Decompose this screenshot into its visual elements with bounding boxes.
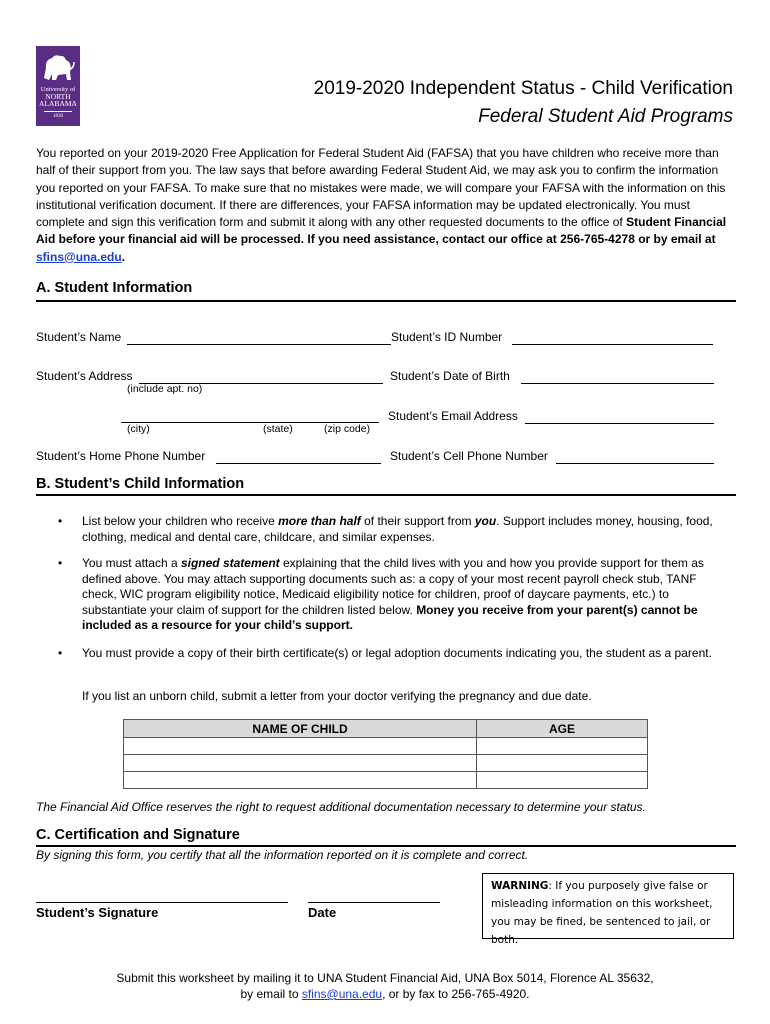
section-c-rule [36, 845, 736, 847]
child-age-cell[interactable] [477, 738, 648, 755]
footer-line1: Submit this worksheet by mailing it to UNA Student Financial Aid, UNA Box 5014, Florence AL 35632, [116, 971, 654, 985]
child-name-cell[interactable] [124, 755, 477, 772]
page-title: 2019-2020 Independent Status - Child Verification [313, 78, 733, 99]
footer-email-link[interactable]: sfins@una.edu [301, 987, 383, 1001]
intro-bold-text: Student Financial Aid before your financial aid will be processed. If you need assistance, contact our office at 256-765-4278 or by email at [36, 215, 727, 247]
warning-text: : If you purposely give false or misleading information on this worksheet, you may be fined, be sentenced to jail, or both. [491, 880, 713, 946]
child-name-cell[interactable] [124, 772, 477, 789]
city-hint: (city) [127, 423, 150, 435]
home-phone-field[interactable] [216, 463, 381, 464]
student-email-label: Student’s Email Address [388, 409, 518, 423]
warning-label: WARNING [491, 880, 549, 892]
bullet-1-text: List below your children who receive more than half of their support from you. Support includes money, housing, food, clothing, medical and dental care, childcare, and similar expenses. [82, 514, 713, 544]
table-row [124, 772, 648, 789]
section-a-rule [36, 300, 736, 302]
table-row [124, 755, 648, 772]
footer-line2: by email to sfins@una.edu, or by fax to 256-765-4920. [240, 987, 530, 1001]
zip-hint: (zip code) [324, 423, 371, 435]
bullet-1-dot: • [58, 514, 63, 528]
state-hint: (state) [263, 423, 293, 435]
intro-email-link[interactable]: sfins@una.edu [36, 249, 122, 264]
table-header-row [124, 720, 648, 738]
student-email-field[interactable] [525, 423, 714, 424]
apt-hint: (include apt. no) [127, 383, 203, 395]
home-phone-label: Student’s Home Phone Number [36, 449, 206, 463]
logo-line1: University of [40, 86, 76, 93]
bullet-3-dot: • [58, 646, 63, 660]
student-address-label: Student’s Address [36, 369, 133, 383]
student-dob-field[interactable] [521, 383, 714, 384]
section-a-heading: A. Student Information [36, 280, 193, 296]
certification-text: By signing this form, you certify that all the information reported on it is complete and correct. [36, 848, 529, 862]
child-age-cell[interactable] [477, 755, 648, 772]
section-b-rule [36, 494, 736, 496]
intro-paragraph: You reported on your 2019-2020 Free Application for Federal Student Aid (FAFSA) that you have children who receive more than half of their support from you. The law says that before awarding Federal Student Aid, we may ask you to confirm the information you reported on your FAFSA. To make sure that no mistakes were made, we will compare your FAFSA with the information on this institutional verification document. If there are differences, your FAFSA information may be updated electronically. You must complete and sign this verification form and submit it along with any other requested documents to the office of Student Financial Aid before your financial aid will be processed. If you need assistance, contact our office at 256-765-4278 or by email at sfins@una.edu. [36, 146, 727, 264]
footer [0, 970, 770, 1002]
signature-field[interactable] [36, 902, 288, 903]
child-age-cell[interactable] [477, 772, 648, 789]
child-name-cell[interactable] [124, 738, 477, 755]
logo-line3: ALABAMA [39, 99, 77, 108]
age-header: AGE [477, 720, 648, 738]
university-logo [36, 46, 80, 126]
section-b-heading: B. Student’s Child Information [36, 476, 245, 492]
student-name-field[interactable] [127, 344, 391, 345]
student-id-field[interactable] [512, 344, 713, 345]
bullet-3-text: You must provide a copy of their birth certificate(s) or legal adoption documents indicating you, the student as a parent. [82, 646, 712, 660]
student-id-label: Student’s ID Number [391, 330, 503, 344]
name-of-child-header: NAME OF CHILD [124, 720, 477, 738]
page-subtitle: Federal Student Aid Programs [478, 106, 733, 127]
student-dob-label: Student’s Date of Birth [390, 369, 510, 383]
children-table [123, 719, 648, 789]
date-field[interactable] [308, 902, 440, 903]
bullet-2-text: You must attach a signed statement explaining that the child lives with you and how you provide support for them as defined above. You may attach supporting documents such as: a copy of your most recent payroll check stub, TANF check, WIC program eligibility notice, Medicaid eligibility notice for children, proof of daycare payments, etc.) to substantiate your claim of support for the children listed below. Money you receive from your parent(s) cannot be included as a resource for your child’s support. [82, 556, 704, 632]
cell-phone-field[interactable] [556, 463, 714, 464]
student-name-label: Student’s Name [36, 330, 122, 344]
section-c-heading: C. Certification and Signature [36, 827, 240, 843]
bullet-2-dot: • [58, 556, 63, 570]
logo-year: 1830 [53, 114, 63, 119]
unborn-child-note: If you list an unborn child, submit a letter from your doctor verifying the pregnancy and due date. [82, 689, 592, 703]
logo-line2: NORTH [45, 92, 71, 101]
lion-icon [36, 48, 80, 88]
table-row [124, 738, 648, 755]
signature-label: Student’s Signature [36, 905, 159, 920]
cell-phone-label: Student’s Cell Phone Number [390, 449, 548, 463]
date-label: Date [308, 905, 337, 920]
documentation-note: The Financial Aid Office reserves the right to request additional documentation necessary to determine your status. [36, 800, 646, 814]
warning-box [482, 873, 734, 946]
